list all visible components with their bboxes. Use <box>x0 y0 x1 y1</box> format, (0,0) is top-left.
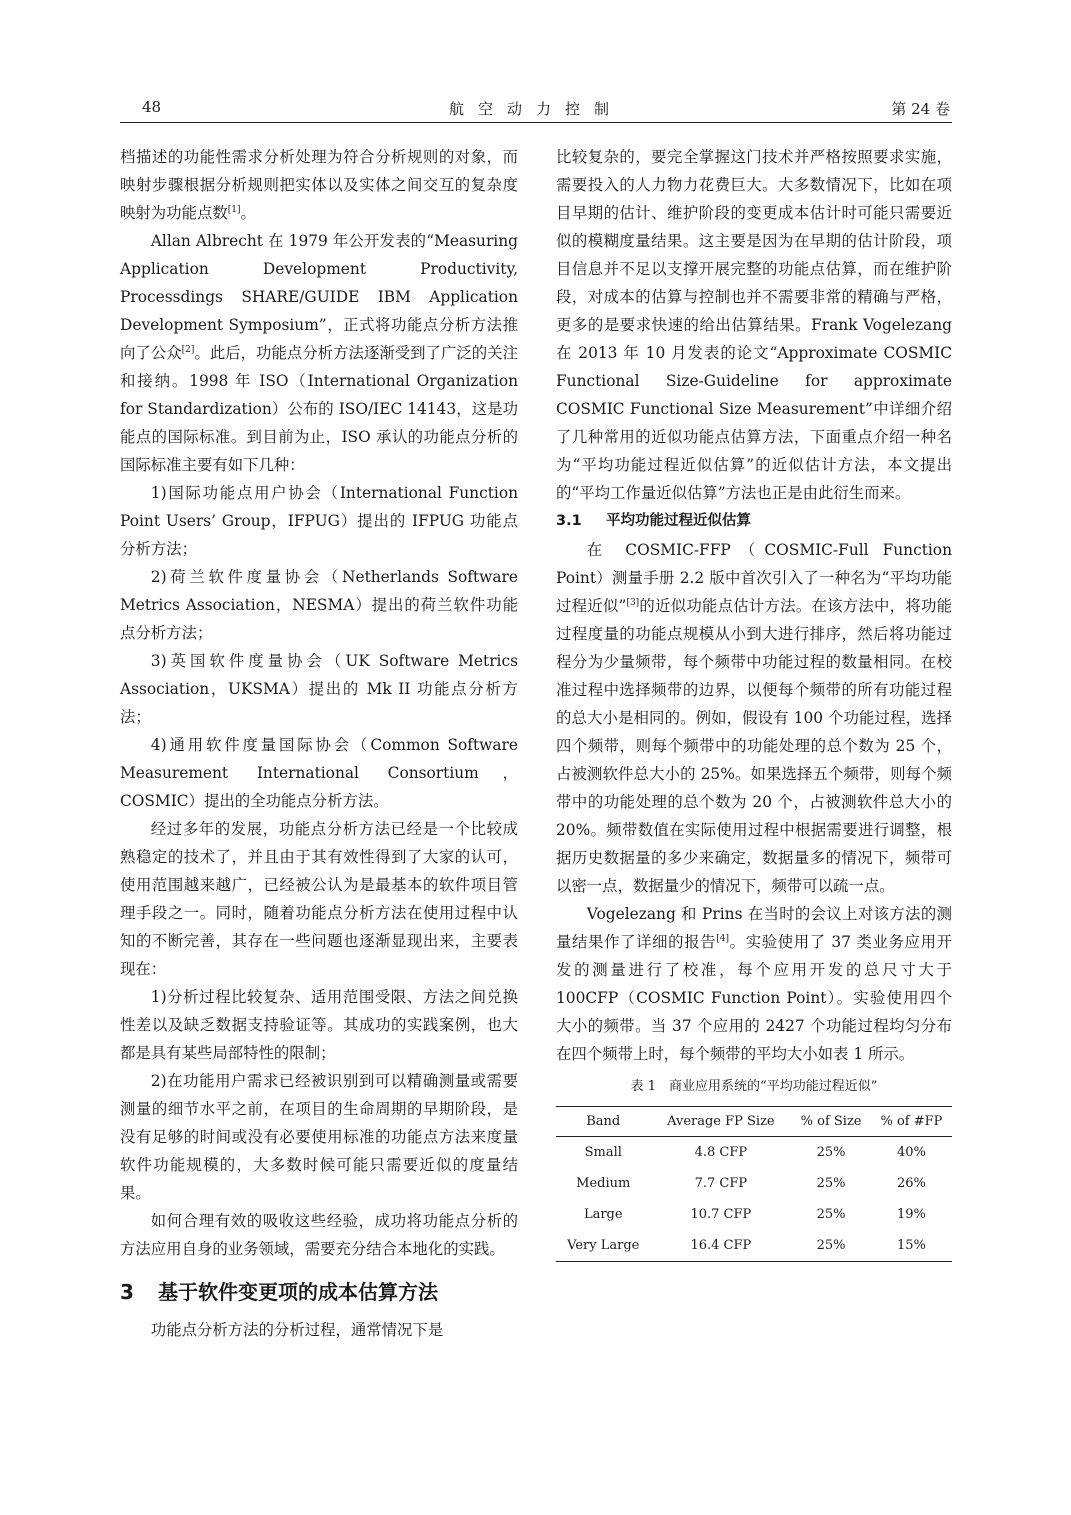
paragraph: 档描述的功能性需求分析处理为符合分析规则的对象，而映射步骤根据分析规则把实体以及实体之间交互的复杂度映射为功能点数[1]。 <box>120 148 518 222</box>
table-cell: Medium <box>576 1175 631 1191</box>
column-header: Band <box>556 1107 651 1137</box>
table-cell: Large <box>583 1206 623 1222</box>
column-header: % of #FP <box>871 1107 952 1137</box>
table-row <box>556 1168 952 1199</box>
paragraph: 如何合理有效的吸收这些经验，成功将功能点分析的方法应用自身的业务领域，需要充分结合本地化的实践。 <box>120 1212 518 1258</box>
table-cell: 7.7 CFP <box>694 1175 748 1191</box>
section-heading <box>120 1277 518 1307</box>
running-header <box>120 96 952 123</box>
citation[interactable]: [1] <box>227 205 241 215</box>
citation[interactable]: [2] <box>181 345 195 355</box>
citation[interactable]: [3] <box>626 598 640 608</box>
left-column <box>120 143 518 1344</box>
table-cell: 15% <box>897 1237 926 1253</box>
list-item: 4)通用软件度量国际协会（Common Software Measurement International Consortium，COSMIC）提出的全功能点分析方法。 <box>120 736 518 810</box>
list-item: 3)英国软件度量协会（UK Software Metrics Association，UKSMA）提出的 Mk II 功能点分析方法； <box>120 652 518 726</box>
subsection-number: 3.1 <box>556 513 582 529</box>
table-row <box>556 1137 952 1169</box>
table-cell: Small <box>584 1144 622 1160</box>
paragraph: Vogelezang 和 Prins 在当时的会议上对该方法的测量结果作了详细的报告[4]。实验使用了 37 类业务应用开发的测量进行了校准，每个应用开发的总尺寸大于 100CFP（COSMIC Function Point）。实验使用四个大小的频带。当 37 个应用的 2427 个功能过程均匀分布在四个频带上时，每个频带的平均大小如表 1 所示。 <box>556 905 952 1063</box>
list-item: 2)荷兰软件度量协会（Netherlands Software Metrics Association，NESMA）提出的荷兰软件功能点分析方法； <box>120 568 518 642</box>
paragraph: 功能点分析方法的分析过程，通常情况下是 <box>150 1321 444 1339</box>
paragraph: 比较复杂的，要完全掌握这门技术并严格按照要求实施，需要投入的人力物力花费巨大。大多数情况下，比如在项目早期的估计、维护阶段的变更成本估计时可能只需要近似的模糊度量结果。这主要是因为在早期的估计阶段，项目信息并不足以支撑开展完整的功能点估算，而在维护阶段，对成本的估算与控制也并不需要非常的精确与严格，更多的是要求快速的给出估算结果。Frank Vogelezang 在 2013 年 10 月发表的论文“Approximate COSMIC Functional Size-Guideline for approximate COSMIC Functional Size Measurement”中详细介绍了几种常用的近似功能点估算方法，下面重点介绍一种名为“平均功能过程近似估算”的近似估计方法，本文提出的“平均工作量近似估算”方法也正是由此衍生而来。 <box>556 148 952 502</box>
subsection-title: 平均功能过程近似估算 <box>606 513 751 529</box>
column-header: Average FP Size <box>651 1107 792 1137</box>
list-item: 1)国际功能点用户协会（International Function Point Users’ Group，IFPUG）提出的 IFPUG 功能点分析方法； <box>120 484 518 558</box>
table-cell: 25% <box>816 1175 846 1191</box>
table-cell: Very Large <box>567 1237 640 1253</box>
table-cell: 25% <box>816 1206 846 1222</box>
column-header: % of Size <box>791 1107 871 1137</box>
table-cell: 10.7 CFP <box>690 1206 752 1222</box>
list-item: 1)分析过程比较复杂、适用范围受限、方法之间兑换性差以及缺乏数据支持验证等。其成功的实践案例，也大都是具有某些局部特性的限制； <box>120 988 518 1062</box>
data-table <box>556 1106 952 1262</box>
paragraph: 在 COSMIC-FFP（COSMIC-Full Function Point）测量手册 2.2 版中首次引入了一种名为“平均功能过程近似”[3]的近似功能点估计方法。在该方法中，将功能过程度量的功能点规模从小到大进行排序，然后将功能过程分为少量频带，每个频带中功能过程的数量相同。在校准过程中选择频带的边界，以便每个频带的所有功能过程的总大小是相同的。例如，假设有 100 个功能过程，选择四个频带，则每个频带中的功能处理的总个数为 25 个，占被测软件总大小的 25%。如果选择五个频带，则每个频带中的功能处理的总个数为 20 个，占被测软件总大小的 20%。频带数值在实际使用过程中根据需要进行调整，根据历史数据量的多少来确定，数据量多的情况下，频带可以密一点，数据量少的情况下，频带可以疏一点。 <box>556 541 952 895</box>
table-cell: 40% <box>897 1144 926 1160</box>
section-title: 基于软件变更项的成本估算方法 <box>158 1280 438 1304</box>
table-cell: 25% <box>816 1237 846 1253</box>
table-header-row <box>556 1107 952 1137</box>
list-item: 2)在功能用户需求已经被识别到可以精确测量或需要测量的细节水平之前，在项目的生命周期的早期阶段，是没有足够的时间或没有必要使用标准的功能点方法来度量软件功能规模的，大多数时候可能只需要近似的度量结果。 <box>120 1072 518 1202</box>
table-cell: 25% <box>816 1144 846 1160</box>
table-cell: 16.4 CFP <box>690 1237 752 1253</box>
page-number: 48 <box>142 98 162 116</box>
paragraph: Allan Albrecht 在 1979 年公开发表的“Measuring Application Development Productivity, Processdings SHARE/GUIDE IBM Application Development Symposium”，正式将功能点分析方法推向了公众[2]。此后，功能点分析方法逐渐受到了广泛的关注和接纳。1998 年 ISO（International Organization for Standardization）公布的 ISO/IEC 14143，这是功能点的国际标准。到目前为止，ISO 承认的功能点分析的国际标准主要有如下几种： <box>120 232 518 474</box>
right-column <box>556 143 952 1262</box>
paragraph: 经过多年的发展，功能点分析方法已经是一个比较成熟稳定的技术了，并且由于其有效性得到了大家的认可，使用范围越来越广，已经被公认为是最基本的软件项目管理手段之一。同时，随着功能点分析方法在使用过程中认知的不断完善，其存在一些问题也逐渐显现出来，主要表现在： <box>120 820 518 978</box>
table-row <box>556 1199 952 1230</box>
volume-label: 第 24 卷 <box>891 100 950 118</box>
section-number: 3 <box>120 1280 134 1304</box>
table-cell: 4.8 CFP <box>694 1144 748 1160</box>
table-cell: 26% <box>897 1175 926 1191</box>
journal-title: 航空动力控制 <box>448 100 623 118</box>
table-cell: 19% <box>897 1206 926 1222</box>
citation[interactable]: [4] <box>716 934 730 944</box>
table-row <box>556 1230 952 1262</box>
table-caption: 表 1 商业应用系统的“平均功能过程近似” <box>630 1079 878 1094</box>
subsection-heading <box>556 508 952 534</box>
